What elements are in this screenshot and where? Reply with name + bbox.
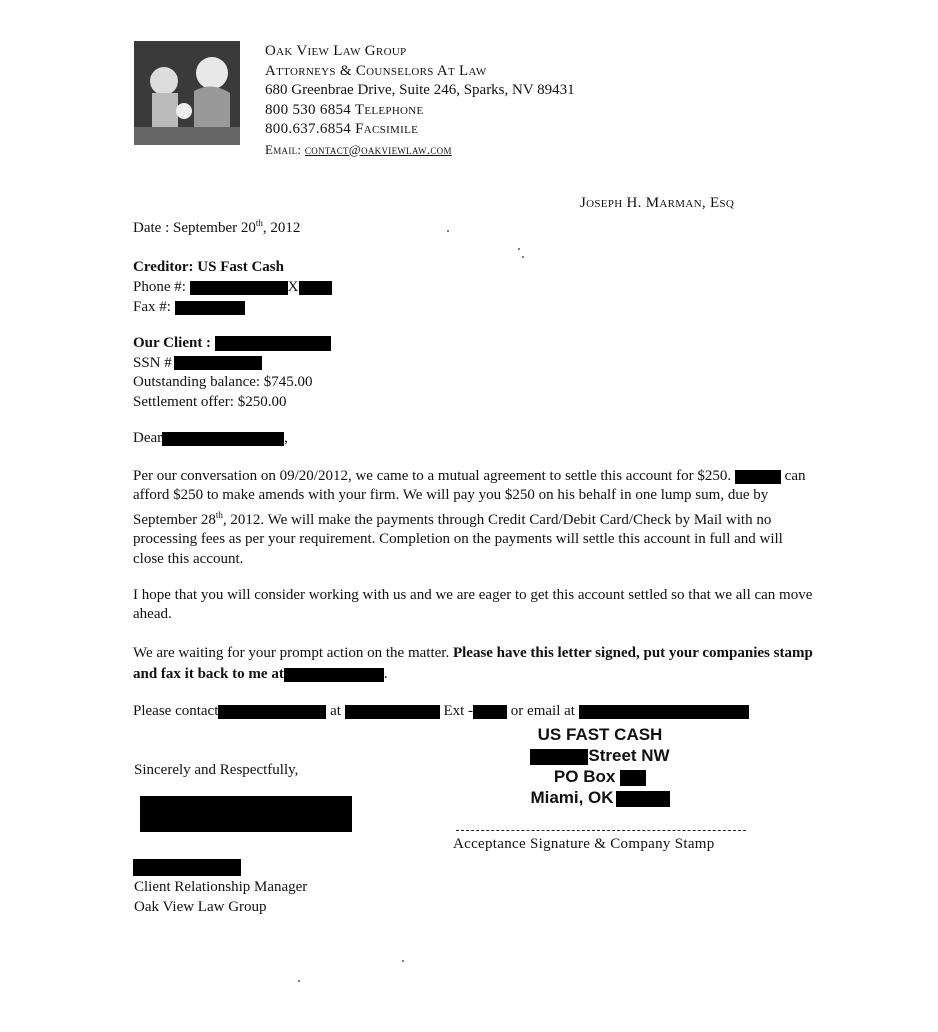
date-year: , 2012 — [262, 220, 301, 236]
redacted-client-name-inline — [735, 470, 781, 484]
firm-facsimile: 800.637.6854 Facsimile — [265, 121, 419, 137]
redacted-recipient — [162, 432, 284, 446]
fax-label: Fax #: — [133, 299, 171, 315]
redacted-contact-email — [579, 705, 749, 719]
redacted-signature — [140, 796, 352, 832]
creditor-fax-row — [133, 297, 332, 317]
redacted-po-box — [620, 770, 646, 786]
p1-sup: th — [215, 509, 223, 520]
date-suffix: th — [255, 218, 263, 228]
redacted-zip — [616, 791, 670, 807]
p1-part-b: can afford $250 to make amends with your firm. We will pay you $250 on his behalf in one lump sum, due by September 28 — [133, 468, 806, 528]
creditor-phone-row — [133, 277, 332, 297]
contact-email: or email at — [510, 703, 575, 719]
firm-address: 680 Greenbrae Drive, Suite 246, Sparks, NV 89431 — [265, 82, 575, 98]
salutation-text: Dear — [133, 430, 163, 446]
p1-part-c: , 2012. We will make the payments through Credit Card/Debit Card/Check by Mail with no processing fees as per your requirement. Completion on the payments will settle this account in full and will close this account. — [133, 511, 783, 567]
p3-part-b: Please have this letter signed, put your companies stamp and fax it back to me at — [133, 645, 813, 682]
settlement-offer: Settlement offer: $250.00 — [133, 393, 287, 410]
email-label: Email: — [265, 141, 302, 157]
scan-speck — [447, 230, 449, 232]
phone-ext: X — [287, 279, 299, 295]
client-block — [133, 334, 331, 412]
salutation: Dear , — [133, 430, 288, 446]
creditor-label: Creditor: US Fast Cash — [133, 259, 284, 275]
redacted-street-number — [530, 749, 588, 765]
company-po-box: PO Box — [553, 767, 616, 786]
company-street: Street NW — [588, 746, 670, 765]
redacted-ssn — [174, 356, 262, 370]
creditor-block — [133, 257, 332, 317]
redacted-contact-phone — [345, 705, 440, 719]
ssn-label: SSN # — [133, 354, 172, 371]
body-paragraph-1 — [133, 467, 813, 569]
contact-prefix: Please contact — [133, 703, 219, 719]
scan-speck — [518, 248, 520, 250]
contact-line — [133, 703, 749, 720]
redacted-ext — [299, 281, 332, 295]
firm-telephone: 800 530 6854 Telephone — [265, 101, 424, 118]
firm-name: Oak View Law Group — [265, 43, 407, 59]
body-paragraph-3: We are waiting for your prompt action on the matter. Please have this letter signed, put your companies stamp and fax it back to me at . — [133, 645, 813, 682]
letterhead — [265, 42, 575, 159]
signer-block — [134, 878, 307, 917]
firm-logo — [134, 41, 240, 145]
acceptance-signature-label: Acceptance Signature & Company Stamp — [453, 836, 715, 852]
redacted-contact-name — [218, 705, 326, 719]
client-label: Our Client : — [133, 335, 212, 351]
signer-firm: Oak View Law Group — [134, 898, 267, 915]
scan-speck — [522, 256, 524, 258]
date-prefix: Date : September 20 — [133, 220, 256, 236]
redacted-fax-number — [284, 668, 384, 682]
company-address-block — [515, 724, 685, 808]
firm-tagline: Attorneys & Counselors At Law — [265, 62, 487, 79]
redacted-client-name — [215, 336, 331, 351]
attorney-name: Joseph H. Marman, Esq — [580, 195, 735, 211]
outstanding-balance: Outstanding balance: $745.00 — [133, 374, 313, 390]
contact-ext: Ext - — [443, 703, 474, 719]
contact-at: at — [330, 703, 341, 719]
redacted-fax — [175, 301, 245, 315]
scan-speck — [298, 980, 300, 982]
p1-part-a: Per our conversation on 09/20/2012, we came to a mutual agreement to settle this account for $250. — [133, 468, 732, 484]
signer-title: Client Relationship Manager — [134, 879, 308, 895]
company-city: Miami, OK — [530, 788, 614, 807]
scan-speck — [402, 960, 404, 962]
redacted-signer-name — [133, 859, 241, 876]
closing: Sincerely and Respectfully, — [134, 762, 299, 778]
redacted-contact-ext — [473, 705, 507, 719]
p3-part-a: We are waiting for your prompt action on the matter. — [133, 645, 450, 661]
redacted-phone — [190, 281, 288, 295]
signature-line — [456, 830, 746, 831]
letter-date — [133, 218, 300, 237]
phone-label: Phone #: — [133, 279, 186, 295]
company-name: US FAST CASH — [537, 725, 663, 744]
firm-email-row — [265, 140, 575, 160]
logo-image — [134, 41, 240, 145]
body-paragraph-2: I hope that you will consider working with us and we are eager to get this account settled so that we all can move ahead. — [133, 587, 813, 623]
email-link[interactable]: contact@oakviewlaw.com — [304, 141, 452, 157]
